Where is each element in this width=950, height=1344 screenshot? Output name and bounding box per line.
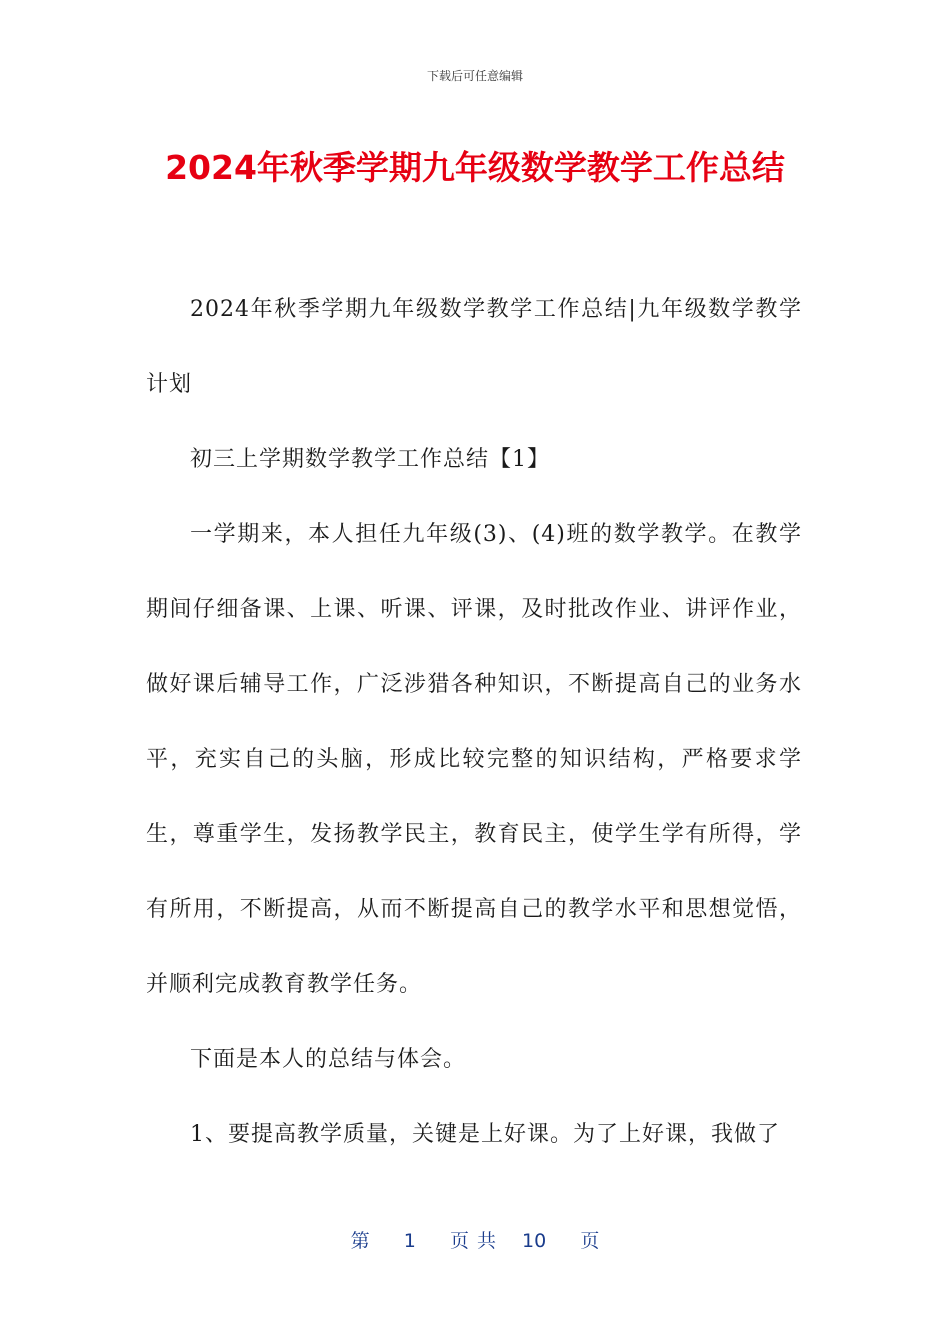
paragraph: 一学期来，本人担任九年级(3)、(4)班的数学教学。在教学期间仔细备课、上课、听课、评课，及时批改作业、讲评作业，做好课后辅导工作，广泛涉猎各种知识，不断提高自己的业务水平，充实自己的头脑，形成比较完整的知识结构，严格要求学生，尊重学生，发扬教学民主，教育民主，使学生学有所得，学有所用，不断提高，从而不断提高自己的教学水平和思想觉悟，并顺利完成教育教学任务。 bbox=[146, 522, 802, 997]
document-title: 2024年秋季学期九年级数学教学工作总结 bbox=[165, 148, 785, 187]
total-pages-number: 10 bbox=[522, 1230, 547, 1252]
paragraph: 初三上学期数学教学工作总结【1】 bbox=[190, 447, 550, 472]
paragraph: 下面是本人的总结与体会。 bbox=[190, 1047, 467, 1072]
page-footer bbox=[0, 1226, 950, 1253]
header-note: 下载后可任意编辑 bbox=[426, 69, 523, 83]
document-body bbox=[146, 272, 802, 1172]
paragraph: 1、要提高教学质量，关键是上好课。为了上好课，我做了 bbox=[190, 1122, 780, 1147]
paragraph: 2024年秋季学期九年级数学教学工作总结|九年级数学教学计划 bbox=[146, 297, 802, 397]
current-page-number: 1 bbox=[403, 1230, 416, 1252]
footer-suffix: 页 bbox=[580, 1230, 600, 1252]
footer-middle: 页共 bbox=[449, 1230, 504, 1252]
footer-prefix: 第 bbox=[350, 1230, 370, 1252]
